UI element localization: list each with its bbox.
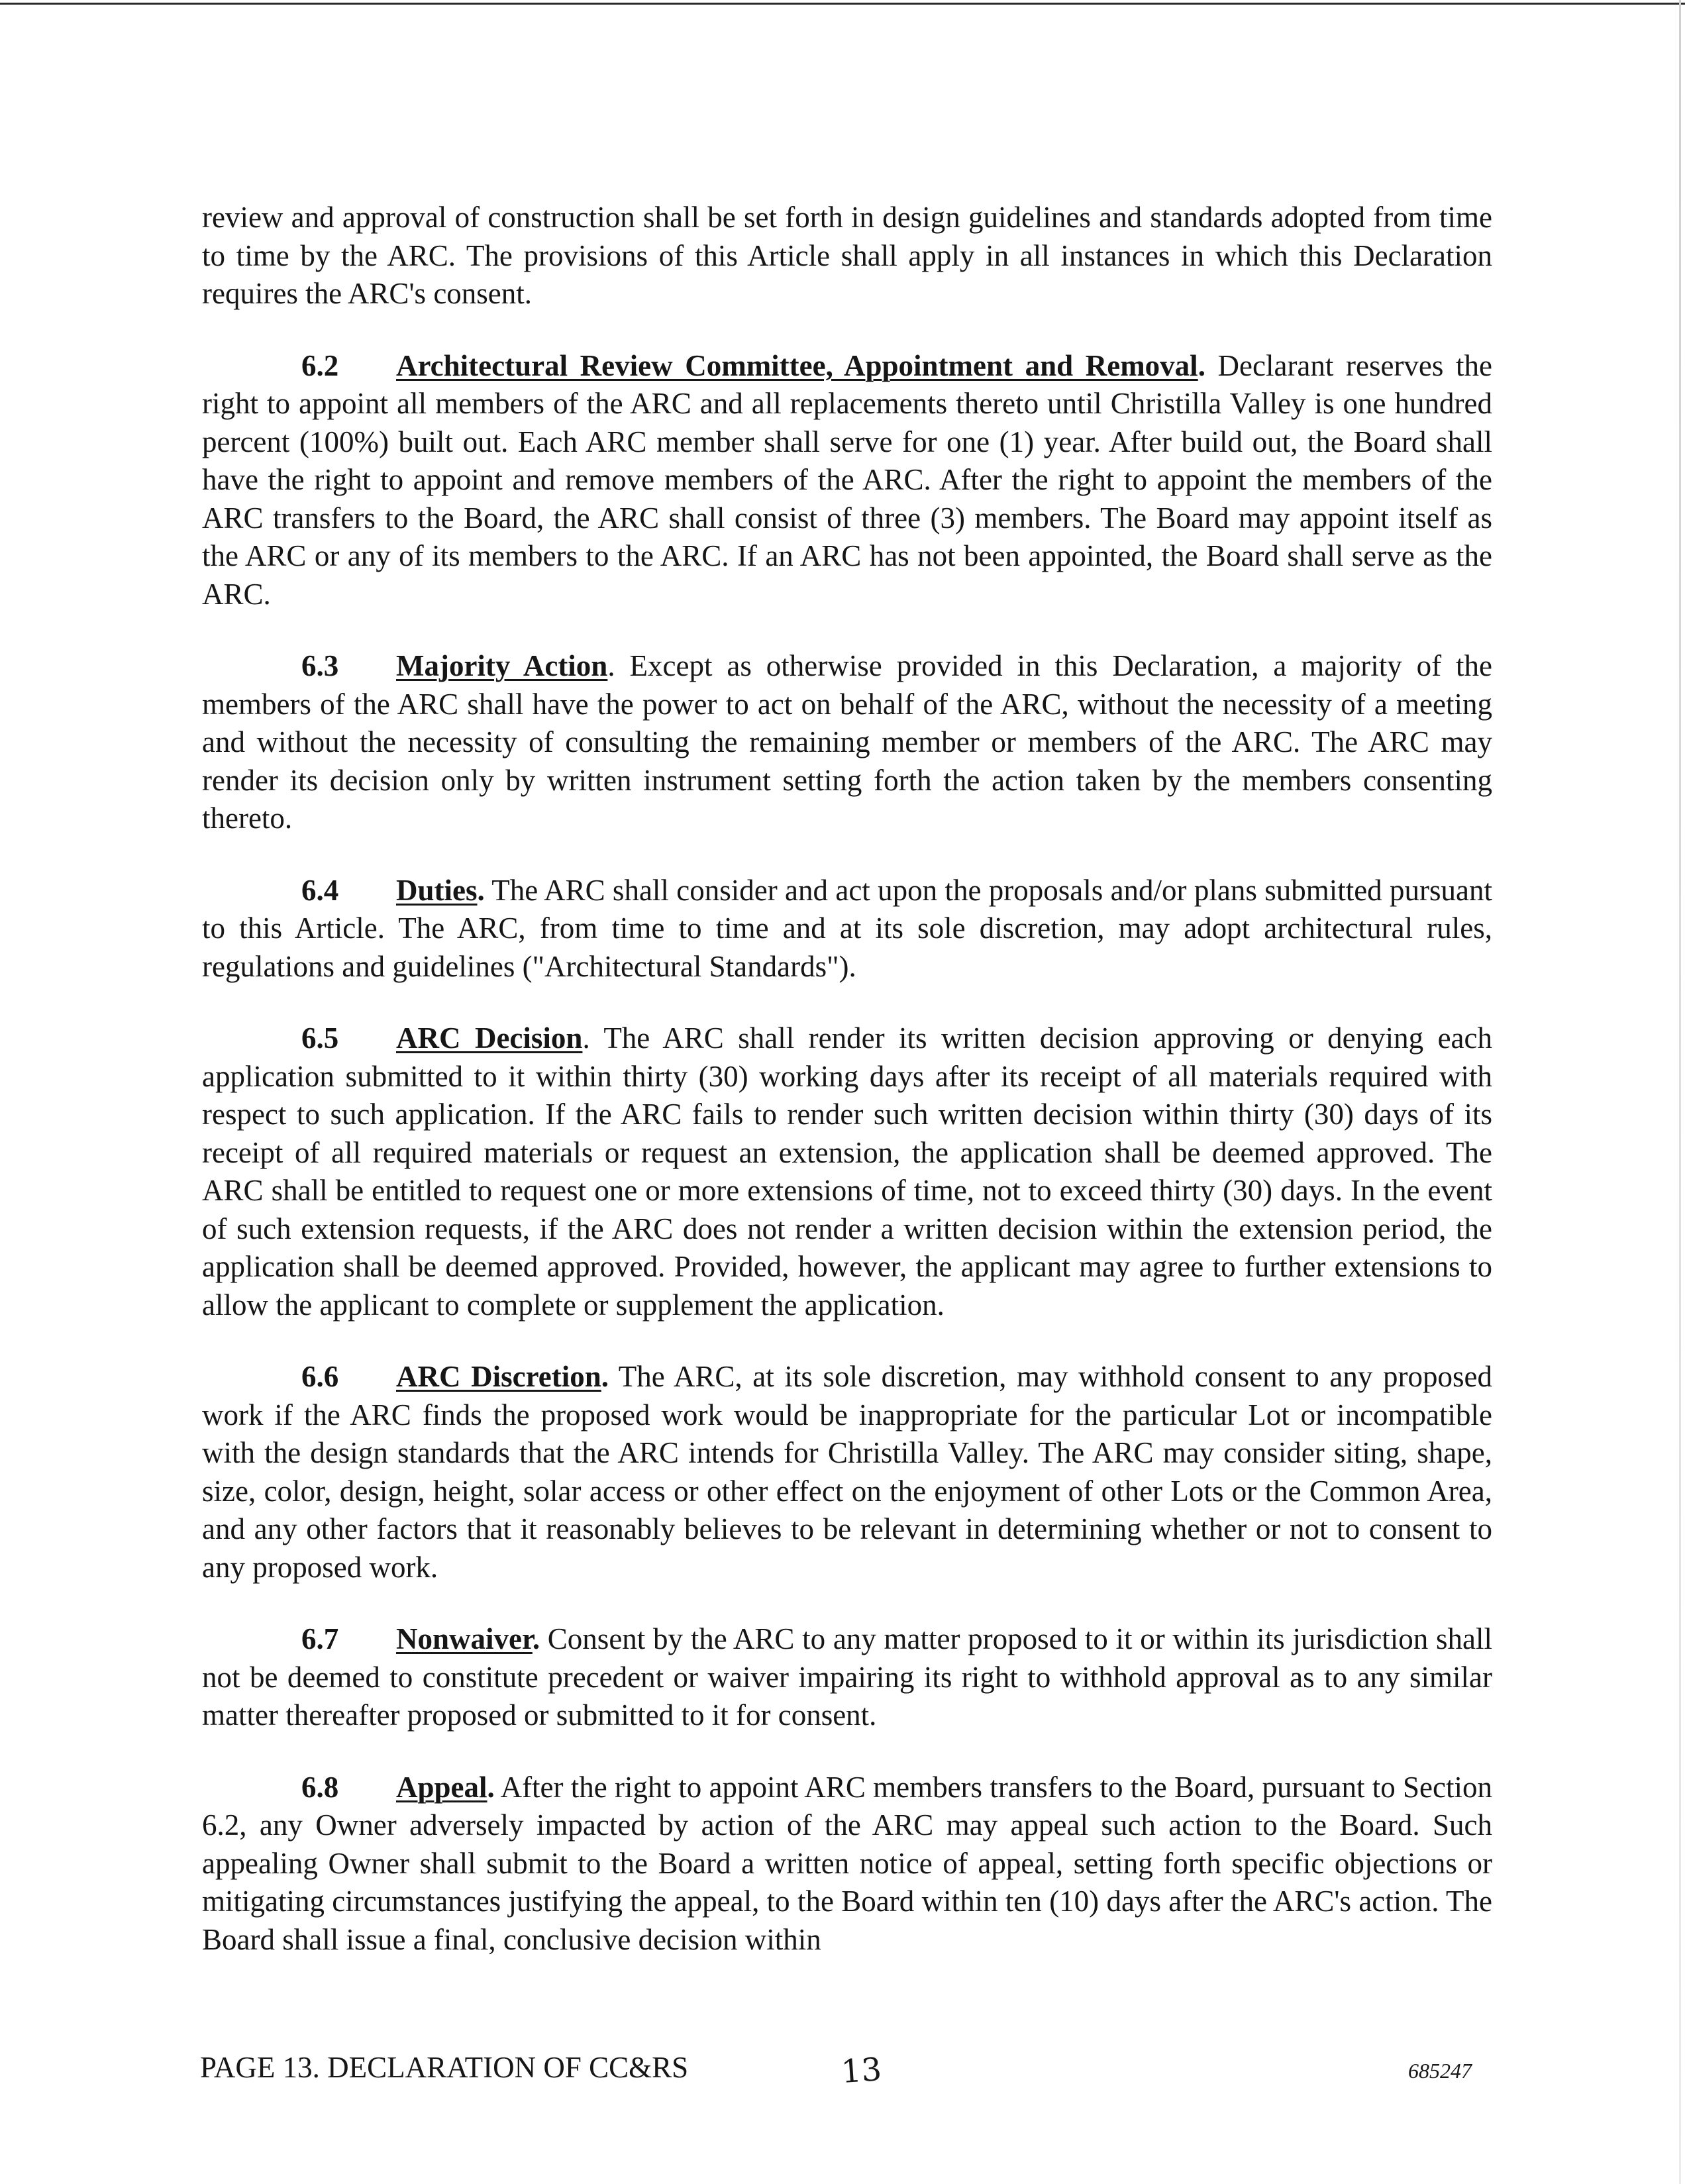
section-title-punct: . xyxy=(1198,348,1205,382)
section-6-2 xyxy=(202,347,1492,614)
section-title-punct: . xyxy=(487,1770,495,1804)
section-6-8 xyxy=(202,1769,1492,1959)
section-title-punct: . xyxy=(532,1622,540,1655)
section-title: ARC Decision xyxy=(396,1021,583,1055)
section-6-3 xyxy=(202,647,1492,838)
section-title-punct: . xyxy=(601,1360,609,1393)
section-title-punct: . xyxy=(607,649,615,682)
handwritten-page-number: 13 xyxy=(840,2050,883,2091)
section-number: 6.2 xyxy=(301,348,339,382)
section-number: 6.8 xyxy=(301,1770,339,1804)
section-title: Appeal xyxy=(396,1770,487,1804)
page-footer-label: PAGE 13. DECLARATION OF CC&RS xyxy=(200,2051,689,2084)
right-scan-edge xyxy=(1679,0,1681,2184)
section-number: 6.3 xyxy=(301,649,339,682)
top-border-line xyxy=(0,3,1685,5)
section-number: 6.7 xyxy=(301,1622,339,1655)
section-6-6 xyxy=(202,1358,1492,1586)
document-body xyxy=(202,199,1492,1993)
intro-paragraph: review and approval of construction shall be set forth in design guidelines and standards adopted from time to time by the ARC. The provisions of this Article shall apply in all instances in which this Declaration requires the ARC's consent. xyxy=(202,201,1492,310)
section-body: The ARC shall consider and act upon the proposals and/or plans submitted pursuant to this Article. The ARC, from time to time and at its sole discretion, may adopt architectural rules, regulations and guidelines ("Architectural Standards"). xyxy=(202,873,1492,983)
section-body: Consent by the ARC to any matter proposed to it or within its jurisdiction shall not be deemed to constitute precedent or waiver impairing its right to withhold approval as to any similar matter thereafter proposed or submitted to it for consent. xyxy=(202,1622,1492,1732)
section-title: ARC Discretion xyxy=(396,1360,601,1393)
section-body: After the right to appoint ARC members transfers to the Board, pursuant to Section 6.2, any Owner adversely impacted by action of the ARC may appeal such action to the Board. Such appealing Owner shall submit to the Board a written notice of appeal, setting forth specific objections or mitigating circumstances justifying the appeal, to the Board within ten (10) days after the ARC's action. The Board shall issue a final, conclusive decision within xyxy=(202,1770,1492,1956)
section-title: Nonwaiver xyxy=(396,1622,533,1655)
section-6-7 xyxy=(202,1620,1492,1735)
section-title-punct: . xyxy=(582,1021,590,1055)
section-number: 6.6 xyxy=(301,1360,339,1393)
section-title-punct: . xyxy=(477,873,485,907)
section-title: Architectural Review Committee, Appointment and Removal xyxy=(396,348,1198,382)
section-title: Majority Action xyxy=(396,649,608,682)
section-body: The ARC, at its sole discretion, may withhold consent to any proposed work if the ARC finds the proposed work would be inappropriate for the particular Lot or incompatible with the design standards that the ARC intends for Christilla Valley. The ARC may consider siting, shape, size, color, design, height, solar access or other effect on the enjoyment of other Lots or the Common Area, and any other factors that it reasonably believes to be relevant in determining whether or not to consent to any proposed work. xyxy=(202,1360,1492,1584)
section-number: 6.5 xyxy=(301,1021,339,1055)
document-number: 685247 xyxy=(1408,2059,1472,2083)
section-body: Declarant reserves the right to appoint all members of the ARC and all replacements thereto until Christilla Valley is one hundred percent (100%) built out. Each ARC member shall serve for one (1) year. After build out, the Board shall have the right to appoint and remove members of the ARC. After the right to appoint the members of the ARC transfers to the Board, the ARC shall consist of three (3) members. The Board may appoint itself as the ARC or any of its members to the ARC. If an ARC has not been appointed, the Board shall serve as the ARC. xyxy=(202,348,1492,611)
section-body: Except as otherwise provided in this Declaration, a majority of the members of the ARC shall have the power to act on behalf of the ARC, without the necessity of a meeting and without the necessity of consulting the remaining member or members of the ARC. The ARC may render its decision only by written instrument setting forth the action taken by the members consenting thereto. xyxy=(202,649,1493,835)
section-number: 6.4 xyxy=(301,873,339,907)
section-body: The ARC shall render its written decision approving or denying each application submitted to it within thirty (30) working days after its receipt of all materials required with respect to such application. If the ARC fails to render such written decision within thirty (30) days of its receipt of all required materials or request an extension, the application shall be deemed approved. The ARC shall be entitled to request one or more extensions of time, not to exceed thirty (30) days. In the event of such extension requests, if the ARC does not render a written decision within the extension period, the application shall be deemed approved. Provided, however, the applicant may agree to further extensions to allow the applicant to complete or supplement the application. xyxy=(202,1021,1492,1322)
section-6-5 xyxy=(202,1019,1492,1324)
section-title: Duties xyxy=(396,873,478,907)
section-6-4 xyxy=(202,872,1492,986)
